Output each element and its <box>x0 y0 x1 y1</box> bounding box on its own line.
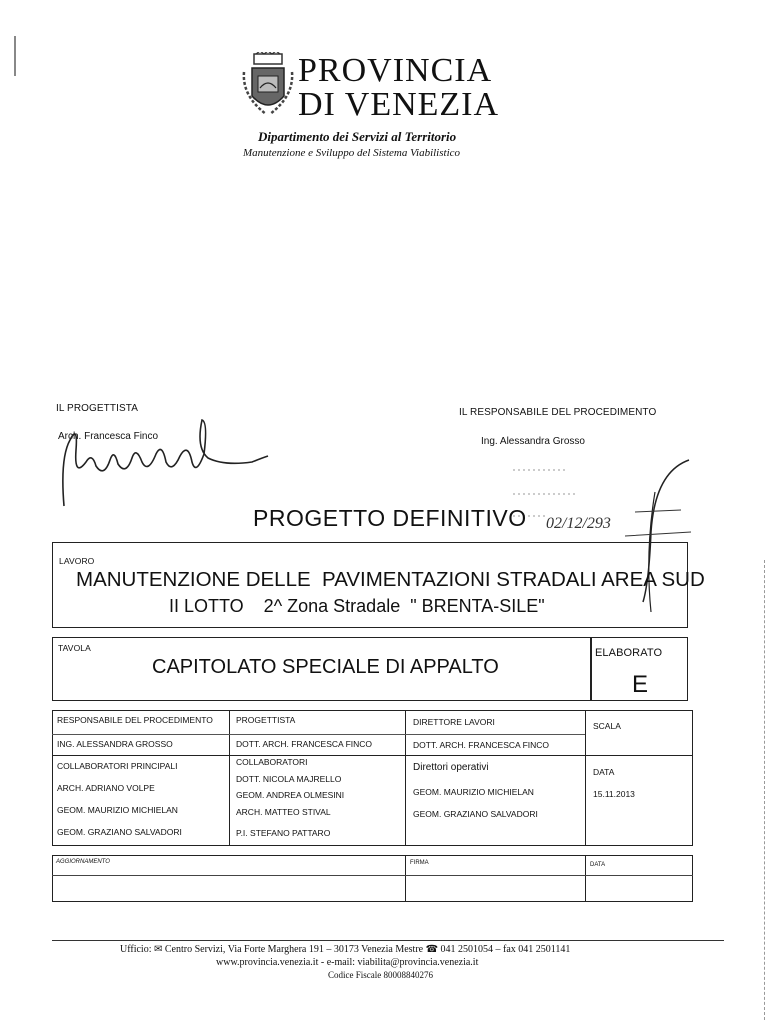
lavoro-label: LAVORO <box>59 556 95 566</box>
rup-name: Ing. Alessandra Grosso <box>481 436 585 447</box>
prog-name: DOTT. ARCH. FRANCESCA FINCO <box>236 739 373 749</box>
do-2: GEOM. GRAZIANO SALVADORI <box>413 809 538 819</box>
tavola-divider <box>590 637 592 701</box>
designer-role: IL PROGETTISTA <box>56 403 138 414</box>
rup-staff-name: ING. ALESSANDRA GROSSO <box>57 739 173 749</box>
staff-col-divider-3 <box>585 710 586 846</box>
document-type: PROGETTO DEFINITIVO <box>253 505 527 531</box>
staff-row-divider-2 <box>52 755 693 756</box>
scala-label: SCALA <box>593 721 621 731</box>
data-label: DATA <box>593 767 615 777</box>
department-title: Dipartimento dei Servizi al Territorio <box>258 129 457 144</box>
staff-col-divider-2 <box>405 710 406 846</box>
collab-2: GEOM. MAURIZIO MICHIELAN <box>57 805 178 815</box>
revision-agg-label: AGGIORNAMENTO <box>56 859 110 865</box>
data-value: 15.11.2013 <box>593 789 635 799</box>
staff-row-divider-1 <box>52 734 585 735</box>
rup-role: IL RESPONSABILE DEL PROCEDIMENTO <box>459 407 657 418</box>
scan-edge <box>764 560 766 1020</box>
revision-divider-1 <box>405 855 406 902</box>
dl-header: DIRETTORE LAVORI <box>413 717 495 727</box>
tavola-title: CAPITOLATO SPECIALE DI APPALTO <box>152 656 499 678</box>
stamp-protocol-number: 02/12/293 <box>546 515 611 532</box>
designer-name: Arch. Francesca Finco <box>58 431 159 442</box>
footer-address: Ufficio: ✉ Centro Servizi, Via Forte Marghera 191 – 30173 Venezia Mestre ☎ 041 2501054 – fax 041 2501141 <box>120 944 571 955</box>
revision-firma-label: FIRMA <box>410 860 429 866</box>
designer-signature <box>56 418 276 508</box>
footer-contacts: www.provincia.venezia.it - e-mail: viabilita@provincia.venezia.it <box>216 957 479 968</box>
revision-row-line <box>52 875 693 876</box>
elaborato-value: E <box>632 671 649 698</box>
lavoro-title-line1: MANUTENZIONE DELLE PAVIMENTAZIONI STRADALI AREA SUD <box>76 568 705 591</box>
prog-collab-2: GEOM. ANDREA OLMESINI <box>236 790 345 800</box>
do-header: Direttori operativi <box>413 762 489 773</box>
revision-data-label: DATA <box>590 862 606 868</box>
rup-header: RESPONSABILE DEL PROCEDIMENTO <box>57 715 213 725</box>
prog-header: PROGETTISTA <box>236 715 296 725</box>
footer-rule <box>52 940 724 941</box>
tavola-label: TAVOLA <box>58 643 91 653</box>
division-title: Manutenzione e Sviluppo del Sistema Viabilistico <box>243 147 461 159</box>
prog-collab-3: ARCH. MATTEO STIVAL <box>236 807 331 817</box>
dl-name: DOTT. ARCH. FRANCESCA FINCO <box>413 740 550 750</box>
org-name-line1: PROVINCIA <box>298 52 493 89</box>
collab-1: ARCH. ADRIANO VOLPE <box>57 783 155 793</box>
collab-3: GEOM. GRAZIANO SALVADORI <box>57 827 182 837</box>
lavoro-title-line2: II LOTTO 2^ Zona Stradale " BRENTA-SILE" <box>169 596 545 616</box>
footer-fiscal-code: Codice Fiscale 80008840276 <box>328 970 433 980</box>
collab-header: COLLABORATORI PRINCIPALI <box>57 761 178 771</box>
do-1: GEOM. MAURIZIO MICHIELAN <box>413 787 534 797</box>
scan-mark <box>14 36 16 76</box>
prog-collab-1: DOTT. NICOLA MAJRELLO <box>236 774 342 784</box>
prog-collab-4: P.I. STEFANO PATTARO <box>236 828 331 838</box>
province-crest <box>240 52 296 122</box>
staff-col-divider-1 <box>229 710 230 846</box>
elaborato-label: ELABORATO <box>595 647 663 659</box>
org-name-line2: DI VENEZIA <box>298 86 500 123</box>
prog-collab-header: COLLABORATORI <box>236 757 308 767</box>
revision-divider-2 <box>585 855 586 902</box>
